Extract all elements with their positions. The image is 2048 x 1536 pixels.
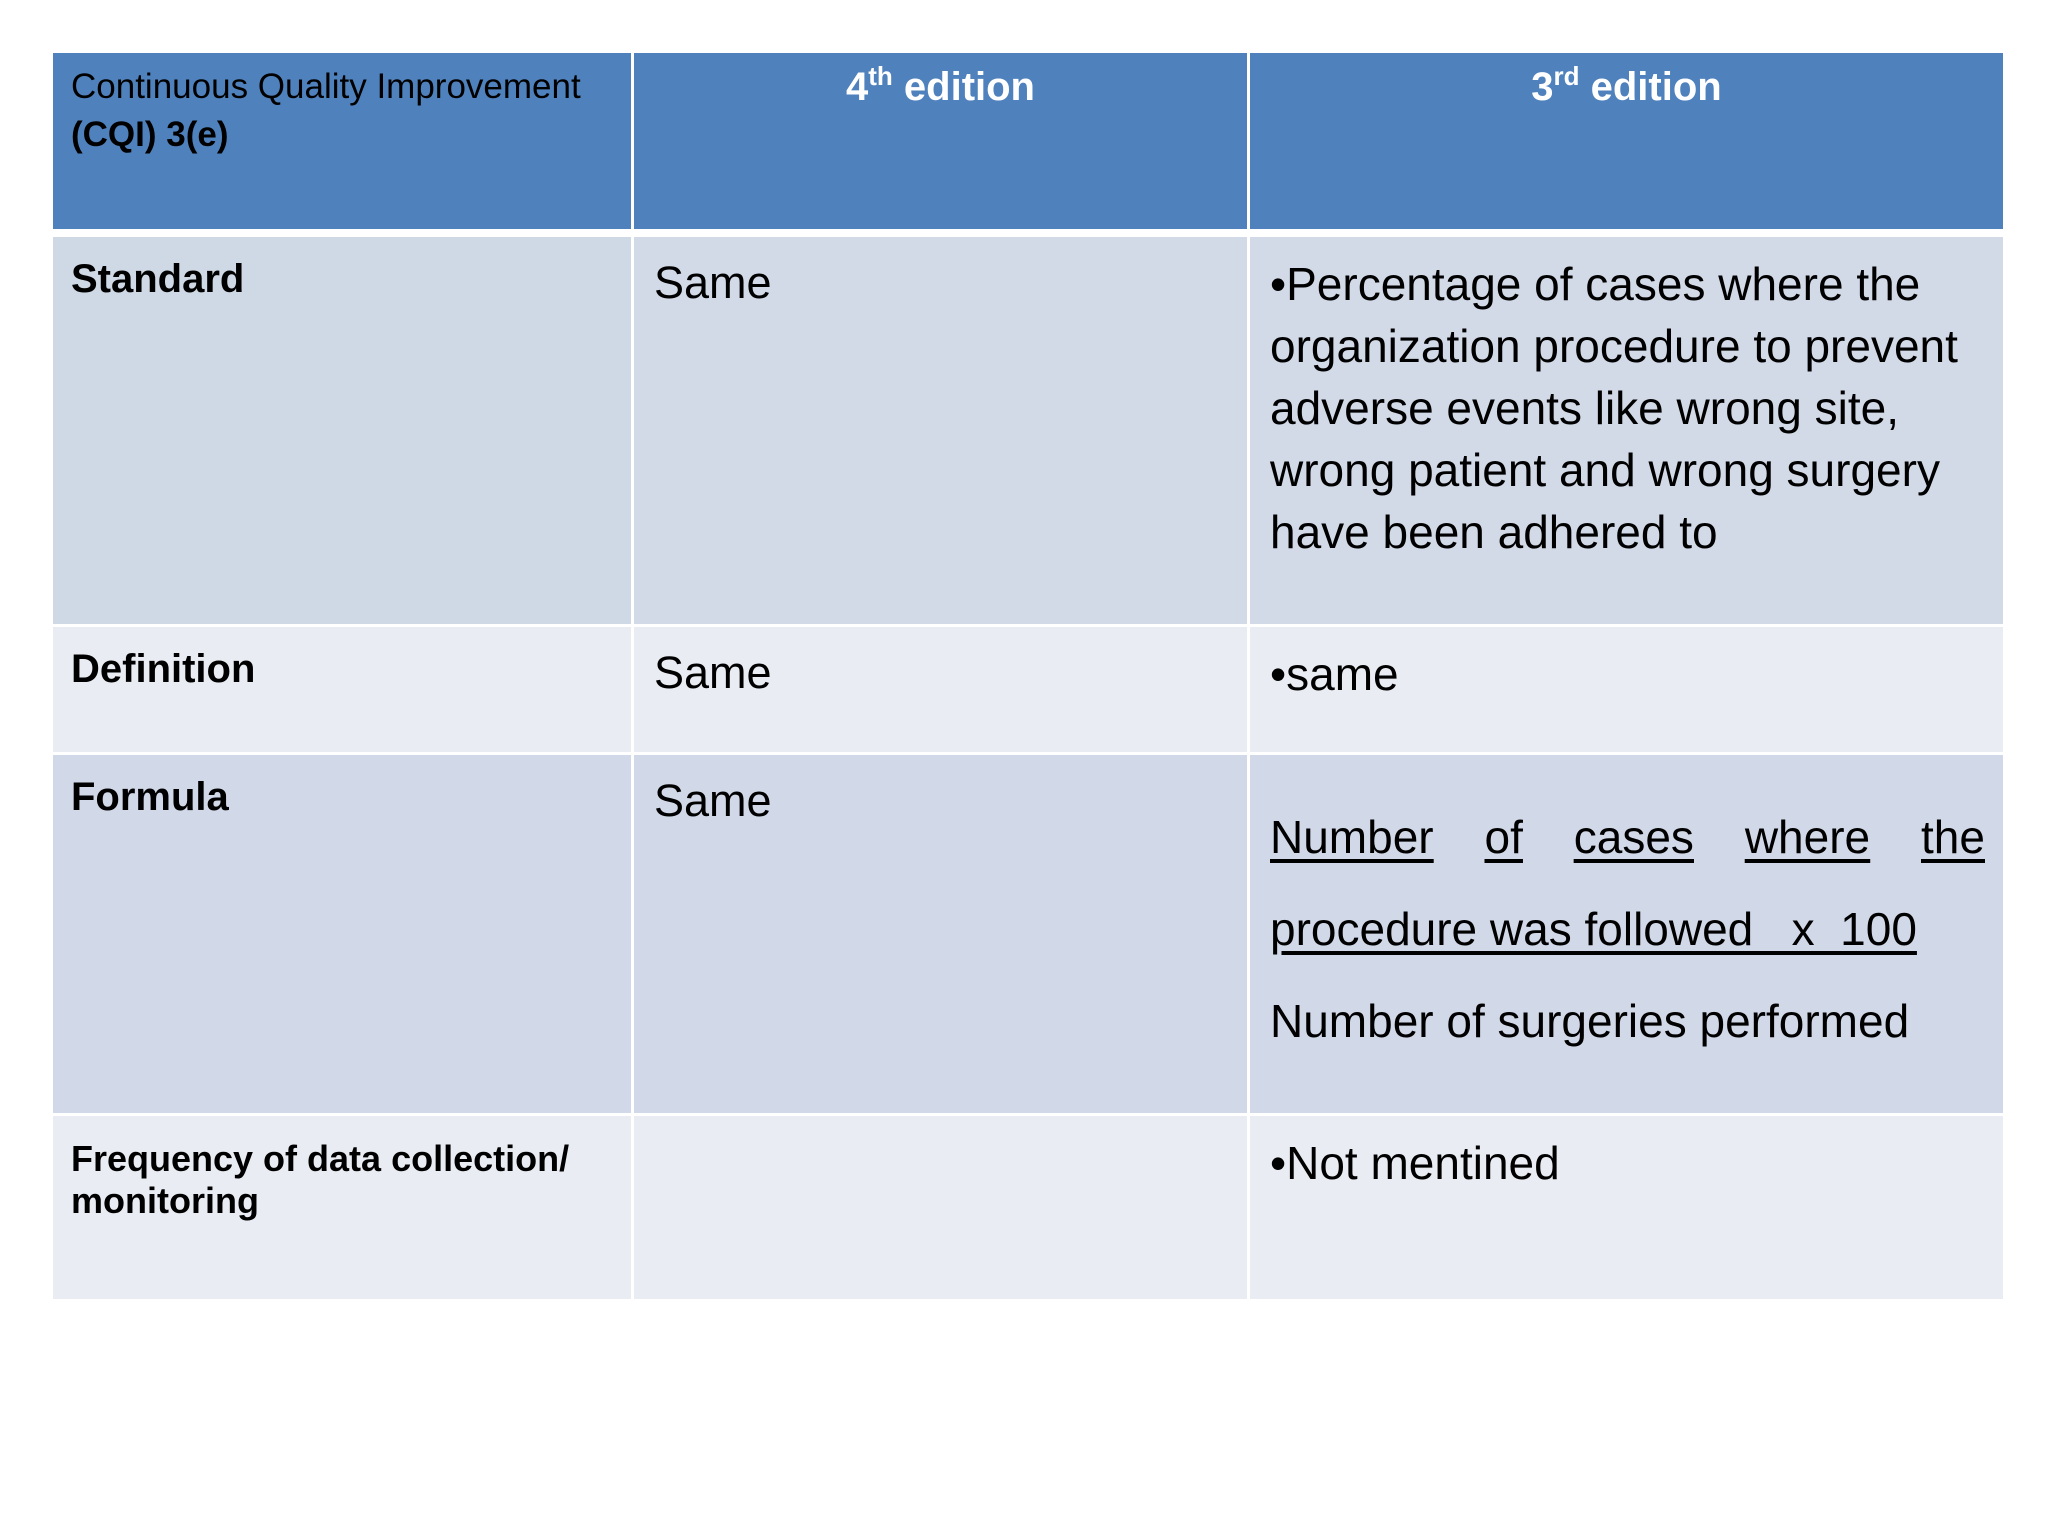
formula-word: where (1744, 811, 1871, 863)
definition-4th-value: Same (634, 627, 1250, 755)
header-3rd-word: edition (1579, 65, 1722, 109)
formula-3rd-value (1250, 755, 2003, 1116)
formula-word: the (1921, 811, 1985, 863)
formula-numerator-line2: procedure was followed x 100 (1270, 903, 1917, 955)
frequency-label (53, 1116, 634, 1299)
formula-label: Formula (53, 755, 634, 1116)
header-indicator-title: Continuous Quality Improvement (71, 67, 581, 106)
header-3rd-number: 3 (1531, 65, 1554, 109)
header-cell-3rd-edition (1250, 53, 2003, 237)
frequency-label-line2: monitoring (71, 1180, 259, 1221)
frequency-4th-value (634, 1116, 1250, 1299)
definition-label: Definition (53, 627, 634, 755)
header-cell-indicator (53, 53, 634, 237)
header-4th-word: edition (892, 65, 1035, 109)
standard-label: Standard (53, 237, 634, 627)
formula-denominator: Number of surgeries performed (1270, 995, 1910, 1047)
header-4th-number: 4 (845, 65, 869, 109)
formula-4th-value: Same (634, 755, 1250, 1116)
header-indicator-code: (CQI) 3(e) (71, 115, 229, 154)
formula-word: Number (1270, 811, 1434, 863)
formula-numerator-line1 (1270, 791, 1985, 883)
standard-3rd-value: •Percentage of cases where the organization procedure to prevent adverse events like wrong site, wrong patient and wrong surgery have been adhered to (1250, 237, 2003, 627)
header-cell-4th-edition (634, 53, 1250, 237)
cqi-comparison-table (53, 53, 2003, 1299)
definition-3rd-value: •same (1250, 627, 2003, 755)
frequency-label-line1: Frequency of data collection/ (71, 1138, 570, 1179)
header-3rd-ordinal: rd (1553, 61, 1580, 91)
header-4th-ordinal: th (868, 61, 893, 91)
frequency-3rd-value: •Not mentined (1250, 1116, 2003, 1299)
standard-4th-value: Same (634, 237, 1250, 627)
formula-word: cases (1573, 811, 1694, 863)
formula-word: of (1484, 811, 1523, 863)
